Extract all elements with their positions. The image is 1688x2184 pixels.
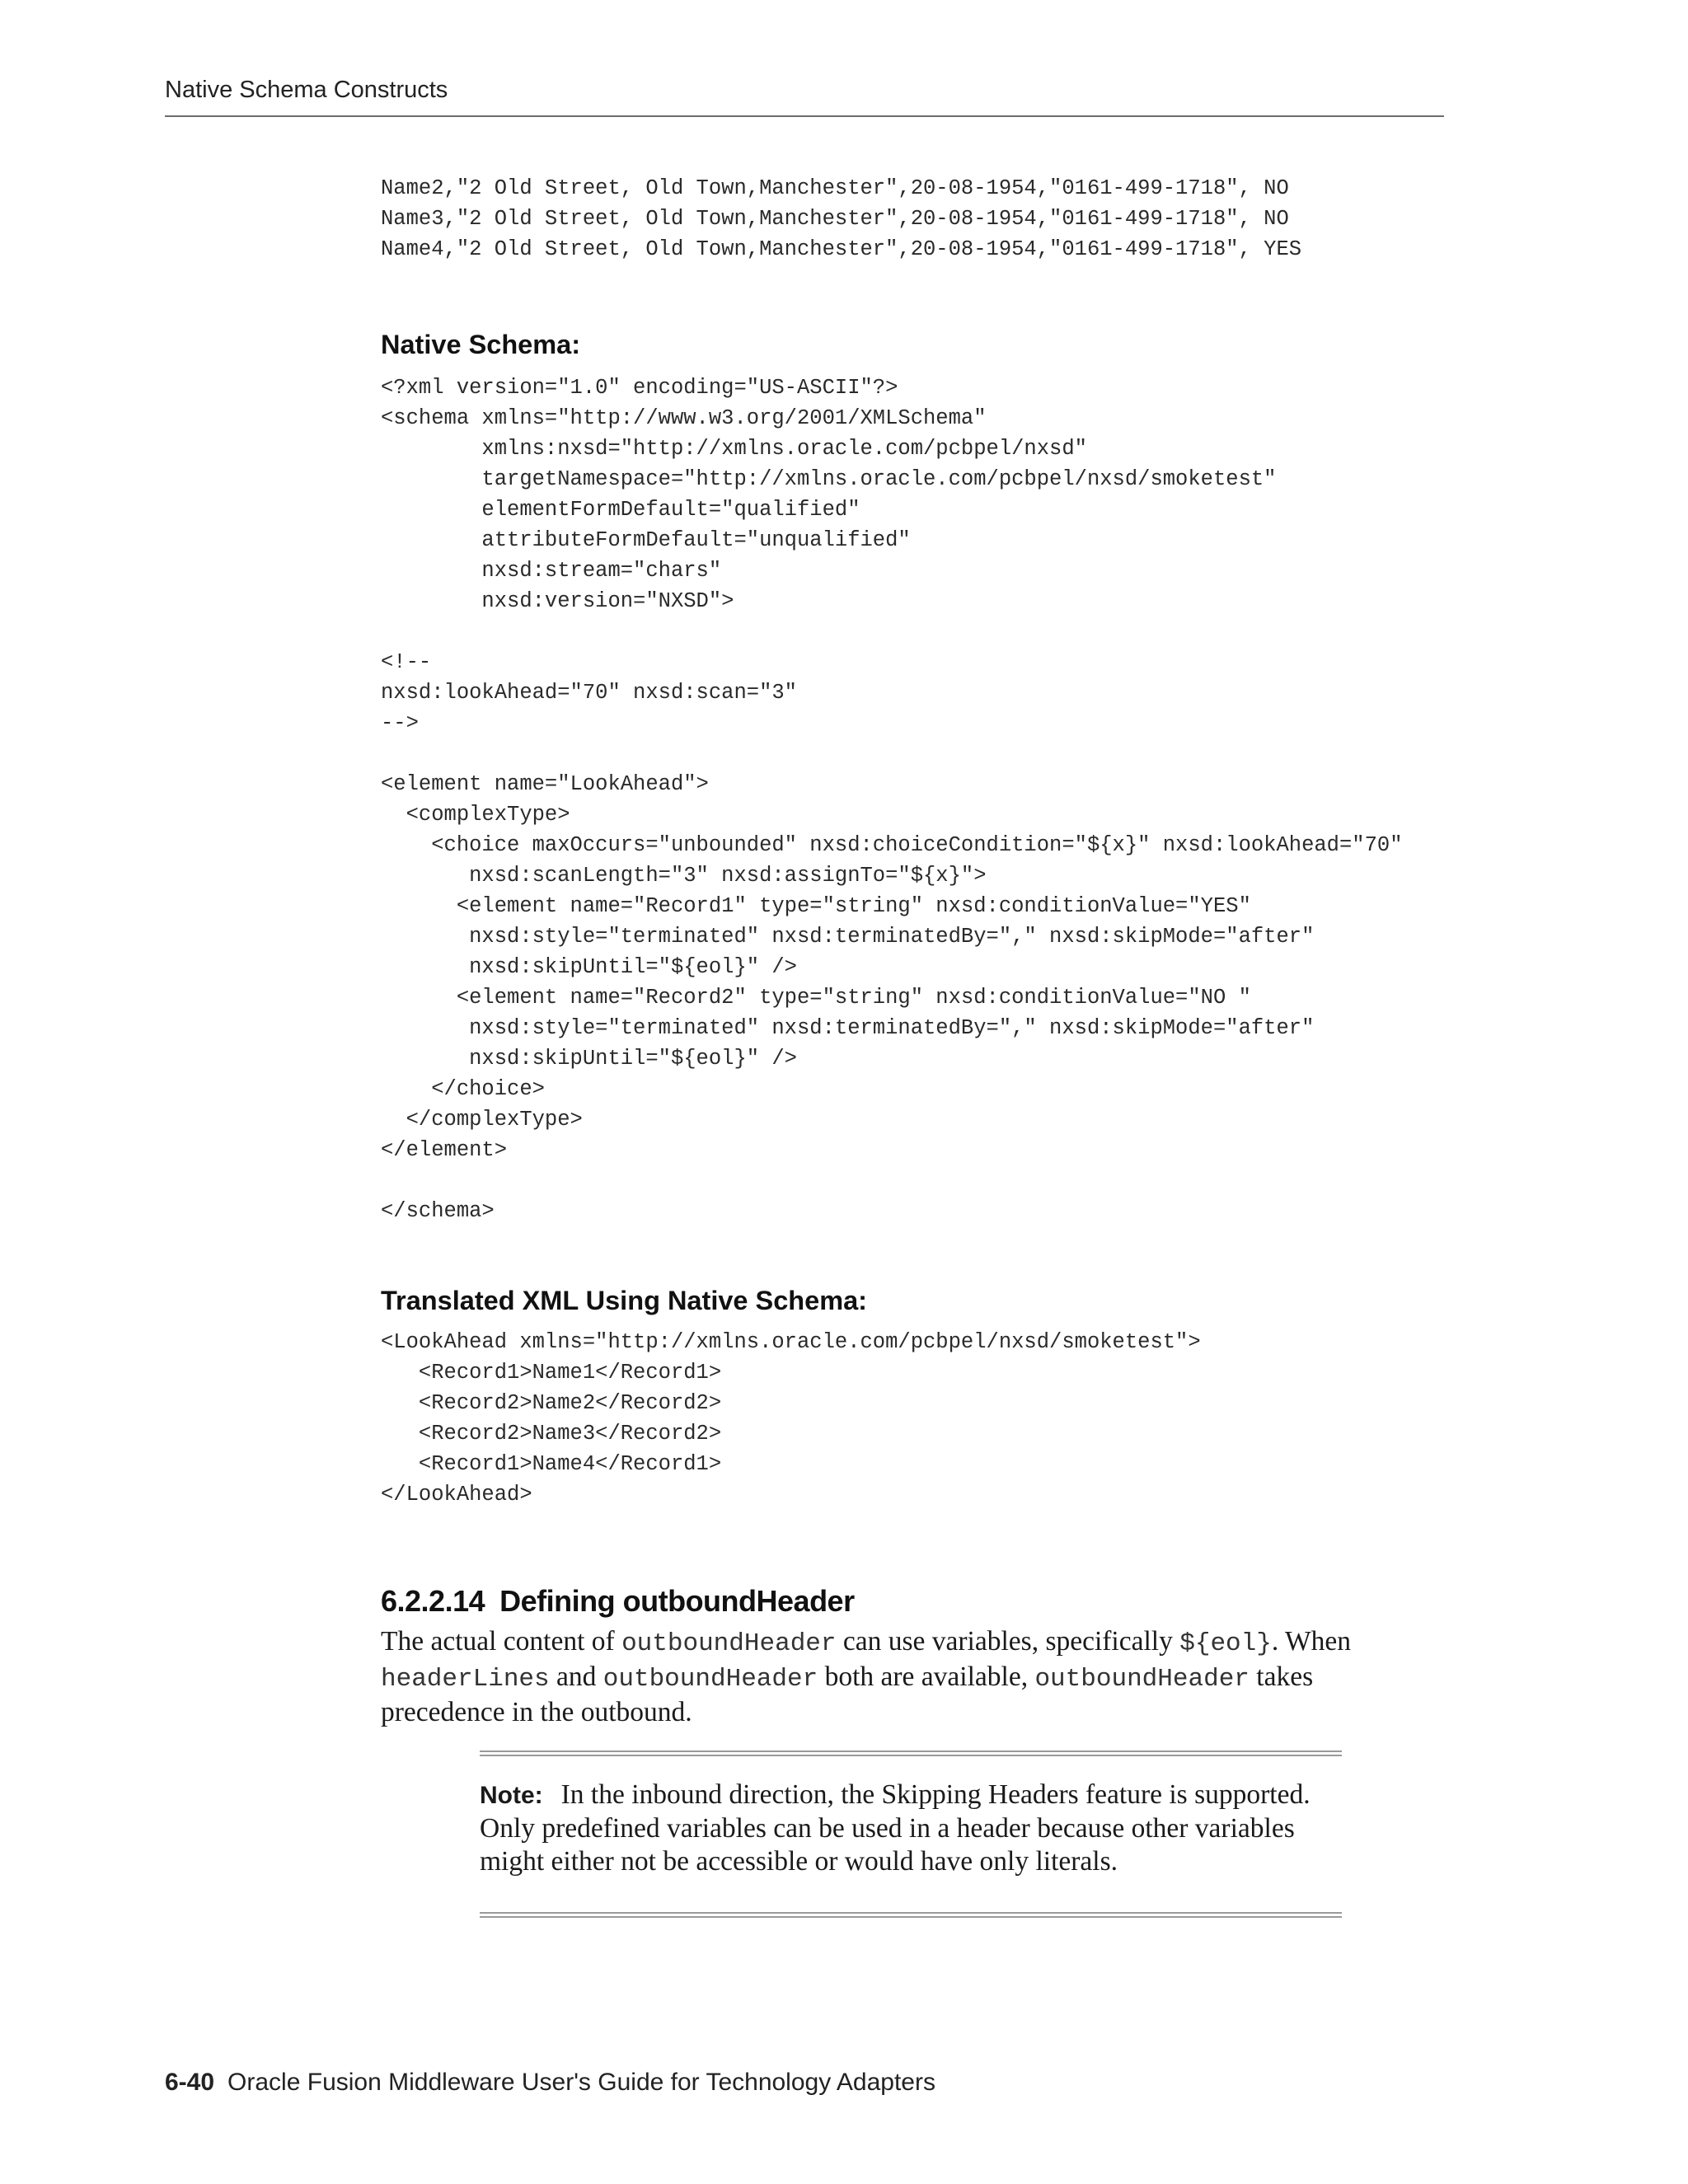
paragraph-text: can use variables, specifically [836,1626,1180,1657]
note-top-rule [480,1750,1342,1756]
inline-code-outboundheader: outboundHeader [603,1665,818,1694]
paragraph-text: takes precedence in the outbound. [381,1661,1314,1727]
translated-xml-subheading: Translated XML Using Native Schema: [381,1286,867,1315]
native-schema-subheading: Native Schema: [381,330,581,359]
header-rule [165,115,1444,117]
section-number: 6.2.2.14 [381,1584,485,1618]
note-box [480,1779,1342,1878]
section-heading [381,1584,855,1619]
book-title: Oracle Fusion Middleware User's Guide for Technology Adapters [227,2069,935,2096]
inline-code-outboundheader: outboundHeader [621,1629,837,1658]
inline-code-headerlines: headerLines [381,1665,550,1694]
translated-xml-code-block: <LookAhead xmlns="http://xmlns.oracle.com/pcbpel/nxsd/smoketest"> <Record1>Name1</Record1> <Record2>Name2</Record2> <Record2>Name3</Record2> <Record1>Name4</Record1> </LookAhead> [381,1330,1201,1507]
sample-input-code-block: Name2,"2 Old Street, Old Town,Manchester",20-08-1954,"0161-499-1718", NO Name3,"2 Old Street, Old Town,Manchester",20-08-1954,"0161-499-1718", NO Name4,"2 Old Street, Old Town,Manchester",20-08-1954,"0161-499-1718", YES [381,176,1302,261]
inline-code-outboundheader: outboundHeader [1034,1665,1250,1694]
note-bottom-rule [480,1912,1342,1918]
running-header: Native Schema Constructs [165,77,448,103]
page-footer [165,2069,935,2097]
native-schema-code-block: <?xml version="1.0" encoding="US-ASCII"?> <schema xmlns="http://www.w3.org/2001/XMLSchema" xmlns:nxsd="http://xmlns.oracle.com/pcbpel/nxsd" targetNamespace="http://xmlns.oracle.com/pcbpel/nxsd/smoketest" elementFormDefault="qualified" attributeFormDefault="unqualified" nxsd:stream="chars" nxsd:version="NXSD"> <!-- nxsd:lookAhead="70" nxsd:scan="3" --> <element name="LookAhead"> <complexType> <choice maxOccurs="unbounded" nxsd:choiceCondition="${x}" nxsd:lookAhead="70" nxsd:scanLength="3" nxsd:assignTo="${x}"> <element name="Record1" type="string" nxsd:conditionValue="YES" nxsd:style="terminated" nxsd:terminatedBy="," nxsd:skipMode="after" nxsd:skipUntil="${eol}" /> <element name="Record2" type="string" nxsd:conditionValue="NO " nxsd:style="terminated" nxsd:terminatedBy="," nxsd:skipMode="after" nxsd:skipUntil="${eol}" /> </choice> </complexType> </element> </schema> [381,376,1403,1223]
note-text: In the inbound direction, the Skipping Headers feature is supported. Only predefined variables can be used in a header because other variables might either not be accessible or would have only literals. [480,1779,1311,1877]
note-label: Note: [480,1782,543,1809]
paragraph-text: The actual content of [381,1626,622,1657]
page-number: 6-40 [165,2069,215,2096]
paragraph-text: . When [1271,1626,1351,1657]
paragraph-text: both are available, [818,1661,1035,1692]
inline-code-eol: ${eol} [1179,1629,1272,1658]
body-paragraph [381,1625,1444,1729]
section-title: Defining outboundHeader [499,1584,855,1618]
paragraph-text: and [549,1661,603,1692]
